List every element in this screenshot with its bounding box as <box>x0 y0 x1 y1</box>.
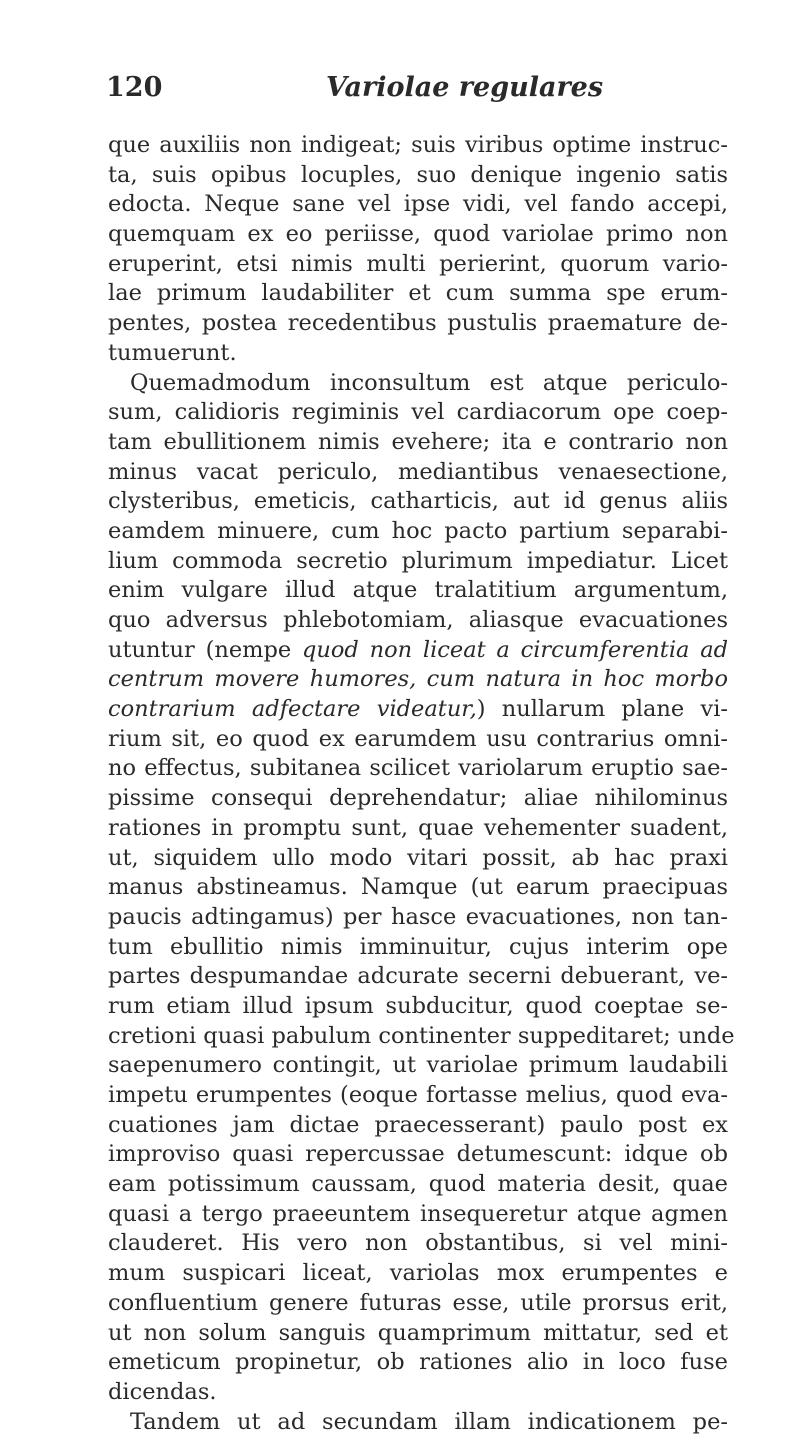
text-line: cretioni quasi pabulum continenter suppeditaret; unde <box>108 1022 735 1049</box>
italic-span: contrarium adfectare videatur, <box>108 696 477 723</box>
text-line: tumuerunt. <box>108 339 237 366</box>
italic-span: centrum movere humores, cum natura in hoc morbo <box>108 666 728 693</box>
text-line: mum suspicari liceat, variolas mox erumpentes e <box>108 1260 728 1287</box>
text-line: tum ebullitio nimis imminuitur, cujus interim ope <box>108 933 728 960</box>
text-line: tam ebullitionem nimis evehere; ita e contrario non <box>108 428 728 455</box>
text-line: saepenumero contingit, ut variolae primum laudabili <box>108 1052 728 1079</box>
text-line: rationes in promptu sunt, quae vehementer suadent, <box>108 814 728 841</box>
italic-span: quod non liceat a circumferentia ad <box>301 636 729 663</box>
text-span: utuntur (nempe <box>108 636 302 663</box>
text-line: rum etiam illud ipsum subducitur, quod coeptae se- <box>108 992 728 1019</box>
text-line: lae primum laudabiliter et cum summa spe erum- <box>108 280 728 307</box>
text-line: enim vulgare illud atque tralatitium argumentum, <box>108 577 728 604</box>
text-line: eamdem minuere, cum hoc pacto partium separabi- <box>108 517 728 544</box>
text-line: quemquam ex eo periisse, quod variolae primo non <box>108 221 728 248</box>
text-line: ta, suis opibus locuples, suo denique ingenio satis <box>108 161 728 188</box>
page-number: 120 <box>106 72 163 103</box>
text-line: quo adversus phlebotomiam, aliasque evacuationes <box>108 607 728 633</box>
body-text <box>108 131 735 1437</box>
text-line: cuationes jam dictae praecesserant) paulo post ex <box>108 1111 728 1138</box>
text-line <box>108 665 728 695</box>
text-line: eruperint, etsi nimis multi perierint, quorum vario- <box>108 250 728 277</box>
text-span: ) nullarum plane vi- <box>476 696 729 723</box>
text-line: Tandem ut ad secundam illam indicationem pe- <box>130 1408 728 1435</box>
text-line <box>108 695 728 725</box>
text-line: partes despumandae adcurate secerni debuerant, ve- <box>108 963 728 990</box>
text-line: lium commoda secretio plurimum impediatur. Licet <box>108 547 728 574</box>
running-title: Variolae regulares <box>326 72 604 103</box>
text-line: emeticum propinetur, ob rationes alio in loco fuse <box>108 1349 728 1376</box>
text-line: impetu erumpentes (eoque fortasse melius, quod eva- <box>108 1082 728 1108</box>
text-line: sum, calidioris regiminis vel cardiacorum ope coep- <box>108 399 728 426</box>
text-line: ut, siquidem ullo modo vitari possit, ab hac praxi <box>108 844 728 871</box>
text-line: ut non solum sanguis quamprimum mittatur, sed et <box>108 1319 728 1346</box>
text-line: Quemadmodum inconsultum est atque periculo- <box>130 369 728 396</box>
running-head <box>106 72 726 108</box>
text-line: improviso quasi repercussae detumescunt: idque ob <box>108 1141 728 1168</box>
text-line: pissime consequi deprehendatur; aliae nihilominus <box>108 785 728 812</box>
text-line <box>108 636 728 666</box>
text-line: paucis adtingamus) per hasce evacuationes, non tan- <box>108 903 728 930</box>
text-line: clysteribus, emeticis, catharticis, aut id genus aliis <box>108 488 728 515</box>
text-line: eam potissimum caussam, quod materia desit, quae <box>108 1171 728 1198</box>
text-line: edocta. Neque sane vel ipse vidi, vel fando accepi, <box>108 191 728 218</box>
text-line: rium sit, eo quod ex earumdem usu contrarius omni- <box>108 725 728 752</box>
text-line: confluentium genere futuras esse, utile prorsus erit, <box>108 1289 728 1316</box>
text-line: dicendas. <box>108 1378 217 1405</box>
text-line: manus abstineamus. Namque (ut earum praecipuas <box>108 874 728 901</box>
text-line: quasi a tergo praeeuntem insequeretur atque agmen <box>108 1200 728 1227</box>
text-line: pentes, postea recedentibus pustulis praemature de- <box>108 310 728 337</box>
text-line: clauderet. His vero non obstantibus, si vel mini- <box>108 1230 728 1257</box>
text-line: no effectus, subitanea scilicet variolarum eruptio sae- <box>108 755 728 782</box>
text-line: que auxiliis non indigeat; suis viribus optime instruc- <box>108 132 728 158</box>
text-line: minus vacat periculo, mediantibus venaesectione, <box>108 458 728 485</box>
